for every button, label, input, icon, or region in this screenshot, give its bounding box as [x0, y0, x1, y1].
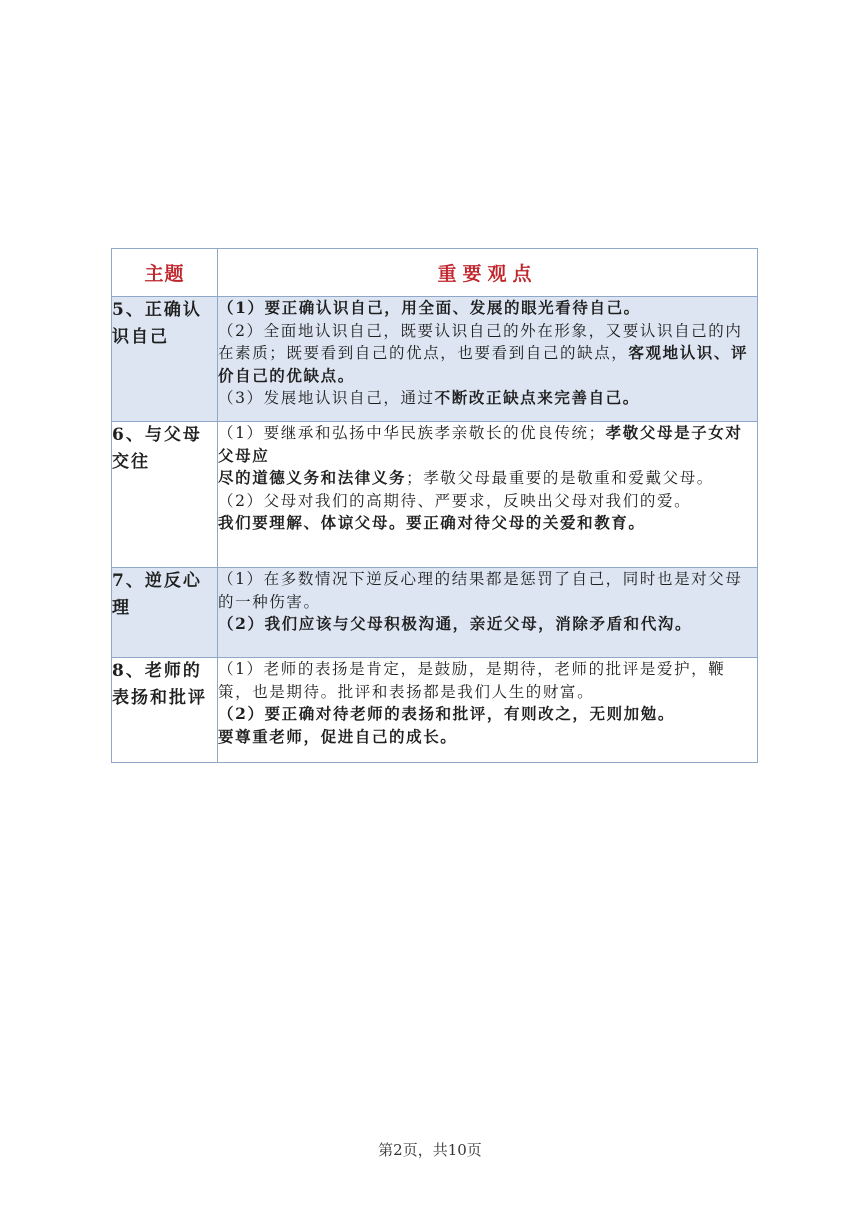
table-row — [112, 568, 758, 658]
viewpoint-cell — [218, 422, 758, 568]
viewpoint-paragraph — [218, 726, 757, 749]
viewpoint-paragraph — [218, 658, 757, 703]
viewpoint-text: （3）发展地认识自己，通过 — [218, 389, 435, 407]
viewpoint-paragraph — [218, 467, 757, 490]
viewpoint-paragraph — [218, 512, 757, 535]
viewpoint-paragraph — [218, 297, 757, 320]
viewpoint-text: （2）全面地认识自己，既要认识自己的外在形象，又要认识自己的内在素质；既要看到自己的优点，也要看到自己的缺点， — [218, 321, 743, 362]
key-points-table — [111, 248, 758, 763]
viewpoint-cell — [218, 297, 758, 422]
table-header-row — [112, 249, 758, 297]
viewpoint-paragraph — [218, 490, 757, 513]
viewpoint-cell — [218, 658, 758, 763]
viewpoint-paragraph — [218, 422, 757, 467]
page-number: 第2页，共10页 — [378, 1141, 482, 1159]
table-row — [112, 297, 758, 422]
viewpoint-bold-text: （1）要正确认识自己，用全面、发展的眼光看待自己。 — [218, 298, 641, 317]
viewpoint-text: （1）老师的表扬是肯定，是鼓励，是期待，老师的批评是爱护，鞭策，也是期待。批评和表扬都是我们人生的财富。 — [218, 660, 726, 701]
table-row — [112, 658, 758, 763]
viewpoint-bold-text: 尽的道德义务和法律义务 — [218, 468, 407, 487]
header-topic: 主题 — [112, 249, 218, 297]
topic-cell: 6、与父母交往 — [112, 422, 218, 568]
viewpoint-bold-text: 客观地认识、评价自己的优缺点。 — [218, 343, 749, 385]
viewpoint-cell — [218, 568, 758, 658]
viewpoint-bold-text: 要尊重老师，促进自己的成长。 — [218, 726, 458, 746]
header-viewpoints: 重要观点 — [218, 249, 758, 297]
viewpoint-text: ；孝敬父母最重要的是敬重和爱戴父母。 — [406, 469, 714, 487]
topic-cell: 8、老师的表扬和批评 — [112, 658, 218, 763]
viewpoint-paragraph — [218, 320, 757, 388]
viewpoint-paragraph — [218, 387, 757, 410]
viewpoint-bold-text: （2）要正确对待老师的表扬和批评，有则改之，无则加勉。 — [218, 704, 675, 723]
topic-cell: 7、逆反心理 — [112, 568, 218, 658]
viewpoint-paragraph — [218, 568, 757, 613]
viewpoint-text: （1）在多数情况下逆反心理的结果都是惩罚了自己，同时也是对父母的一种伤害。 — [218, 570, 743, 611]
topic-cell: 5、正确认识自己 — [112, 297, 218, 422]
viewpoint-bold-text: 我们要理解、体谅父母。要正确对待父母的关爱和教育。 — [218, 513, 646, 532]
viewpoint-bold-text: （2）我们应该与父母积极沟通，亲近父母，消除矛盾和代沟。 — [218, 614, 693, 633]
viewpoint-bold-text: 不断改正缺点来完善自己。 — [434, 388, 640, 407]
viewpoint-text: （1）要继承和弘扬中华民族孝亲敬长的优良传统； — [218, 424, 606, 442]
table-row — [112, 422, 758, 568]
viewpoint-paragraph — [218, 613, 757, 636]
table-body — [112, 297, 758, 763]
viewpoint-bold-text: 孝敬父母是子女对父母应 — [218, 423, 743, 465]
viewpoint-text: （2）父母对我们的高期待、严要求，反映出父母对我们的爱。 — [218, 491, 692, 510]
viewpoint-paragraph — [218, 703, 757, 726]
